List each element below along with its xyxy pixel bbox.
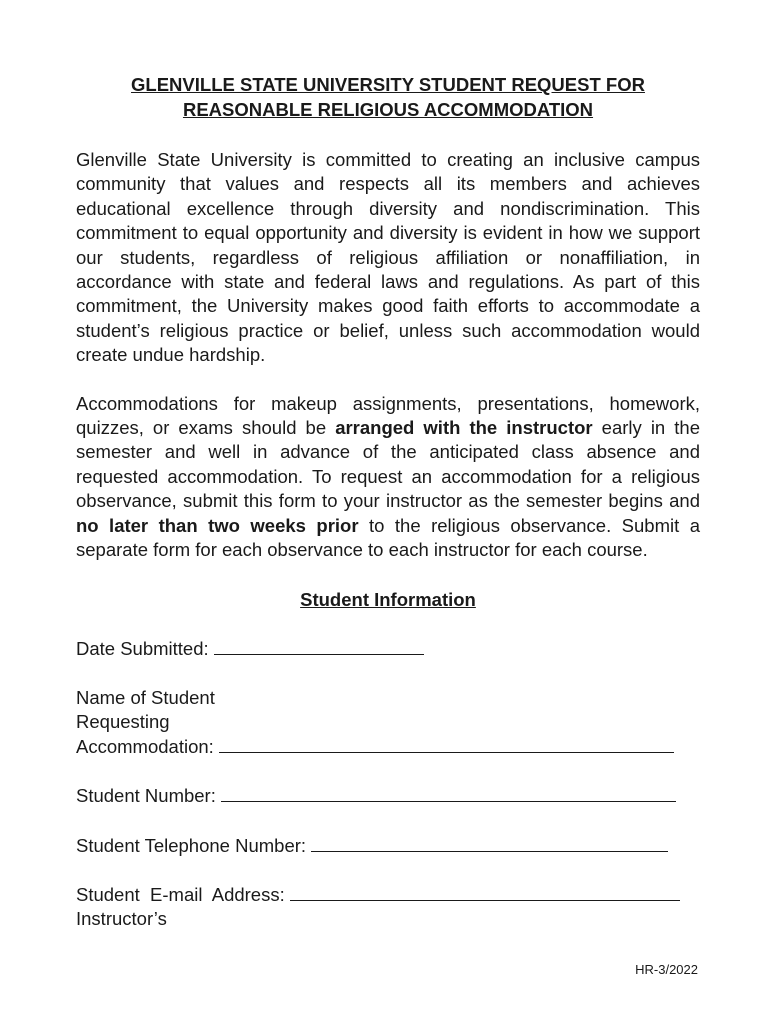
- instructions-paragraph: [76, 392, 700, 563]
- form-code-footer: HR-3/2022: [635, 962, 698, 977]
- student-name-label-line1: Name of Student: [76, 686, 215, 708]
- section-heading-student-information: Student Information: [300, 588, 476, 610]
- instructions-text-1: Accommodations for makeup assignments, presentations, homework, quizzes, or exams should be: [76, 392, 700, 439]
- form-page: [76, 72, 700, 932]
- student-name-label-row: [76, 735, 700, 759]
- student-name-field: [76, 686, 700, 759]
- document-title: GLENVILLE STATE UNIVERSITY STUDENT REQUEST FOR REASONABLE RELIGIOUS ACCOMMODATION: [131, 74, 645, 120]
- instructor-label: Instructor’s: [76, 908, 167, 930]
- student-name-blank[interactable]: [219, 735, 674, 753]
- student-name-label-line3: Accommodation:: [76, 735, 214, 757]
- instructions-text-2: early in the semester and well in advance of the anticipated class absence and requested accommodation. To request an accommodation for a religious observance, submit this form to your instructor as the semester begins and: [76, 417, 700, 512]
- student-email-blank[interactable]: [290, 883, 680, 901]
- instructions-bold-1: arranged with the instructor: [335, 417, 593, 439]
- instructions-bold-2: no later than two weeks prior: [76, 514, 359, 536]
- student-telephone-label: Student Telephone Number:: [76, 834, 307, 856]
- intro-paragraph: Glenville State University is committed to creating an inclusive campus community that values and respects all its members and achieves educational excellence through diversity and nondiscrimination. This commitment to equal opportunity and diversity is evident in how we support our students, regardless of religious affiliation or nonaffiliation, in accordance with state and federal laws and regulations. As part of this commitment, the University makes good faith efforts to accommodate a student’s religious practice or belief, unless such accommodation would create undue hardship.: [76, 149, 700, 366]
- student-telephone-field: [76, 834, 700, 858]
- student-email-label: Student E-mail Address:: [76, 883, 285, 905]
- student-name-label-line2: Requesting: [76, 711, 170, 733]
- student-email-field: [76, 883, 700, 932]
- student-telephone-blank[interactable]: [311, 834, 668, 852]
- date-submitted-blank[interactable]: [214, 637, 424, 655]
- date-submitted-field: [76, 637, 700, 661]
- student-number-blank[interactable]: [221, 784, 676, 802]
- student-number-field: [76, 784, 700, 808]
- date-submitted-label: Date Submitted:: [76, 637, 209, 659]
- instructions-text-3: to the religious observance. Submit a separate form for each observance to each instructor for each course.: [76, 514, 700, 561]
- student-number-label: Student Number:: [76, 785, 216, 807]
